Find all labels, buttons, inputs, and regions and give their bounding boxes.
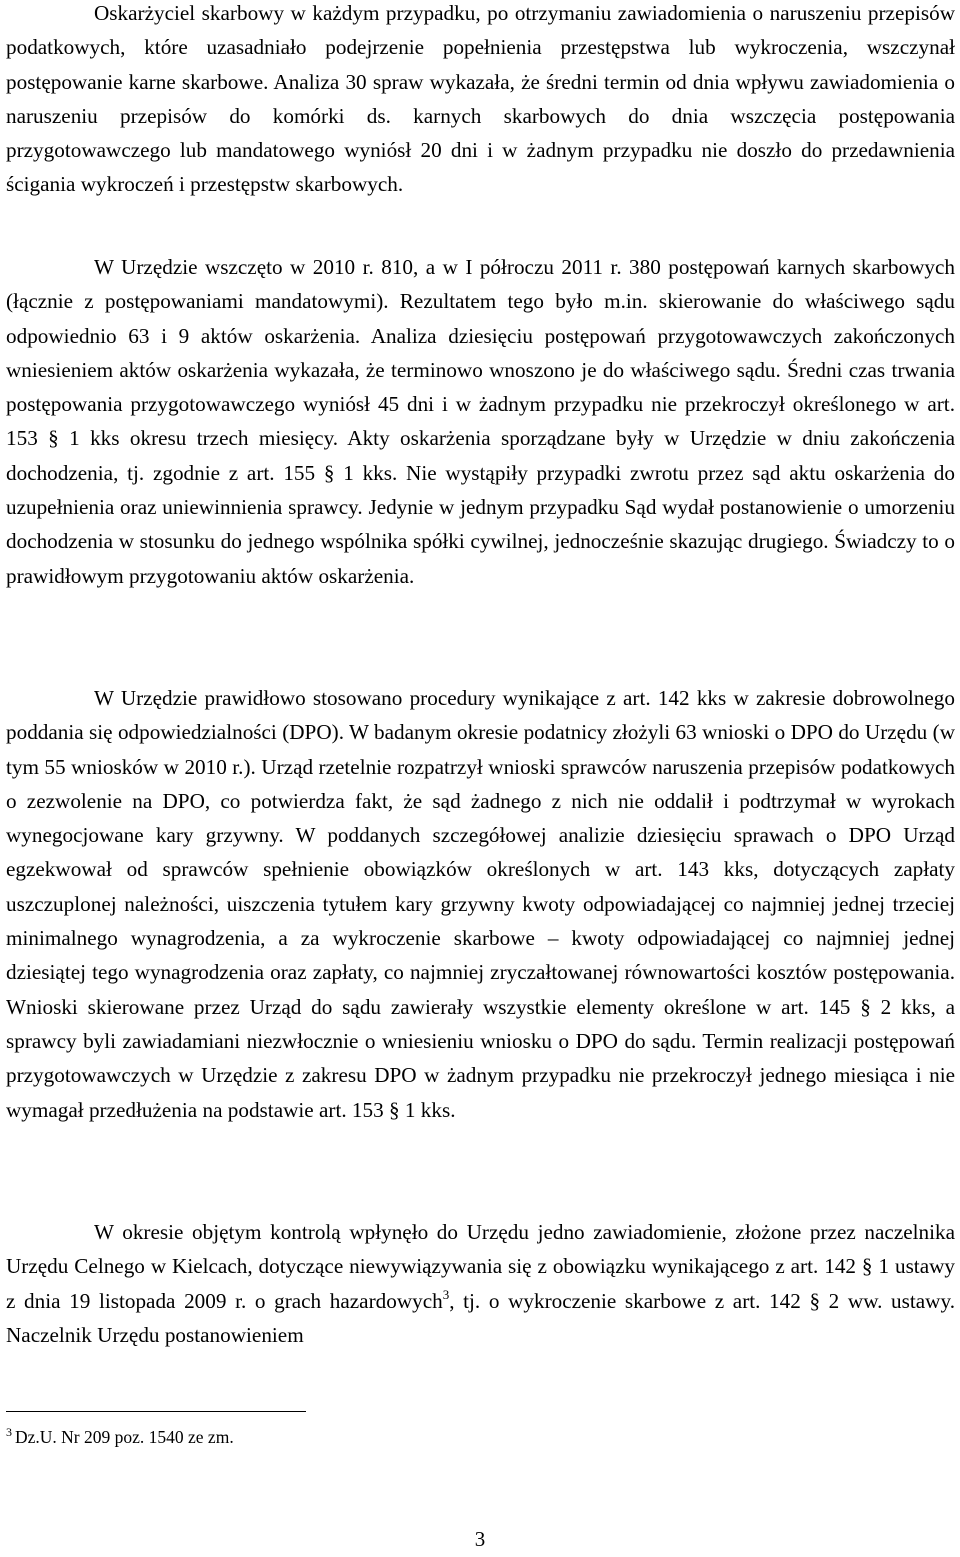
- footnote-reference: 3: [442, 1286, 450, 1302]
- paragraph-4-text-end: , tj. o wykroczenie skarbowe z art. 142 § 2 ww. ustawy. Naczelnik Urzędu postanowieniem: [6, 1288, 955, 1347]
- footnote-text: Dz.U. Nr 209 poz. 1540 ze zm.: [15, 1427, 234, 1447]
- page-number: 3: [474, 1527, 486, 1551]
- paragraph-3: W Urzędzie prawidłowo stosowano procedury wynikające z art. 142 kks w zakresie dobrowolnego poddania się odpowiedzialności (DPO). W badanym okresie podatnicy złożyli 63 wnioski o DPO do Urzędu (w tym 55 wniosków w 2010 r.). Urząd rzetelnie rozpatrzył wnioski sprawców naruszenia przepisów podatkowych o zezwolenie na DPO, co potwierdza fakt, że sąd żadnego z nich nie oddalił i podtrzymał w wyrokach wynegocjowane kary grzywny. W poddanych szczegółowej analizie dziesięciu sprawach o DPO Urząd egzekwował od sprawców spełnienie obowiązków określonych w art. 143 kks, dotyczących zapłaty uszczuplonej należności, uiszczenia tytułem kary grzywny kwoty odpowiadającej co najmniej jednej trzeciej minimalnego wynagrodzenia, a za wykroczenie skarbowe – kwoty odpowiadającej co najmniej jednej dziesiątej tego wynagrodzenia oraz zapłaty, co najmniej zryczałtowanej równowartości kosztów postępowania. Wnioski skierowane przez Urząd do sądu zawierały wszystkie elementy określone w art. 145 § 2 kks, a sprawcy byli zawiadamiani niezwłocznie o wniesieniu wniosku o DPO do sądu. Termin realizacji postępowań przygotowawczych w Urzędzie z zakresu DPO w żadnym przypadku nie przekroczył jednego miesiąca i nie wymagał przedłużenia na podstawie art. 153 § 1 kks.: [6, 686, 955, 1122]
- footnote-number: 3: [6, 1425, 12, 1439]
- footnote-separator: [6, 1411, 306, 1412]
- paragraph-4-text-start: W okresie objętym kontrolą wpłynęło do Urzędu jedno zawiadomienie, złożone przez naczelnika Urzędu Celnego w Kielcach, dotyczące niewywiązywania się z obowiązku wynikającego z art. 142 § 1 ustawy z dnia 19 listopada 2009 r. o grach hazardowych: [6, 1220, 955, 1313]
- paragraph-2: W Urzędzie wszczęto w 2010 r. 810, a w I półroczu 2011 r. 380 postępowań karnych skarbowych (łącznie z postępowaniami mandatowymi). Rezultatem tego było m.in. skierowanie do właściwego sądu odpowiednio 63 i 9 aktów oskarżenia. Analiza dziesięciu postępowań przygotowawczych zakończonych wniesieniem aktów oskarżenia wykazała, że terminowo wnoszono je do właściwego sądu. Średni czas trwania postępowania przygotowawczego wyniósł 45 dni i w żadnym przypadku nie przekroczył określonego w art. 153 § 1 kks okresu trzech miesięcy. Akty oskarżenia sporządzane były w Urzędzie w dniu zakończenia dochodzenia, tj. zgodnie z art. 155 § 1 kks. Nie wystąpiły przypadki zwrotu przez sąd aktu oskarżenia do uzupełnienia oraz uniewinnienia sprawcy. Jedynie w jednym przypadku Sąd wydał postanowienie o umorzeniu dochodzenia w stosunku do jednego wspólnika spółki cywilnej, jednocześnie skazując drugiego. Świadczy to o prawidłowym przygotowaniu aktów oskarżenia.: [6, 255, 955, 588]
- paragraph-1: Oskarżyciel skarbowy w każdym przypadku, po otrzymaniu zawiadomienia o naruszeniu przepisów podatkowych, które uzasadniało podejrzenie popełnienia przestępstwa lub wykroczenia, wszczynał postępowanie karne skarbowe. Analiza 30 spraw wykazała, że średni termin od dnia wpływu zawiadomienia o naruszeniu przepisów do komórki ds. karnych skarbowych do dnia wszczęcia postępowania przygotowawczego lub mandatowego wyniósł 20 dni i w żadnym przypadku nie doszło do przedawnienia ścigania wykroczeń i przestępstw skarbowych.: [6, 1, 955, 197]
- footnote: [6, 1420, 234, 1449]
- paragraph-4: [6, 1215, 955, 1352]
